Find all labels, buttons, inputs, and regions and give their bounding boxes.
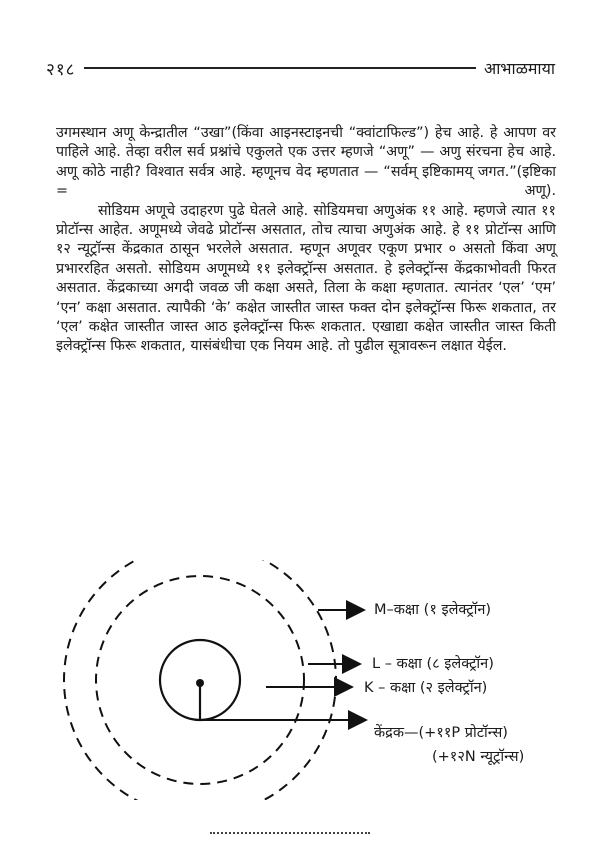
- l-shell-label: L – कक्षा (८ इलेक्ट्रॉन): [372, 656, 494, 672]
- header-rule: [84, 67, 476, 69]
- nucleus-label: केंद्रक—(+११P प्रोटॉन्स): [374, 725, 508, 741]
- book-title: आभाळमाया: [483, 59, 555, 78]
- paragraph: उगमस्थान अणू केन्द्रातील “उखा”(किंवा आइनस्टाइनची “क्वांटाफिल्ड”) हेच आहे. हे आपण वर पाहिले आहे. तेव्हा वरील सर्व प्रश्नांचे एकुलते एक उत्तर म्हणजे “अणू” — अणु संरचना हेच आहे. अणू कोठे नाही? विश्वात सर्वत्र आहे. म्हणूनच वेद म्हणतात — “सर्वम् इष्टिकामय् जगत.”(इष्टिका = अणू).: [56, 125, 556, 200]
- m-shell-label: M–कक्षा (१ इलेक्ट्रॉन): [374, 602, 492, 618]
- nucleus-label-2: (+१२N न्यूट्रॉन्स): [432, 749, 525, 765]
- page-header: [46, 56, 555, 80]
- page-number: २१८: [46, 59, 76, 80]
- body-text: [56, 124, 556, 357]
- cut-off-footer-text: [210, 830, 370, 842]
- paragraph: सोडियम अणूचे उदाहरण पुढे घेतले आहे. सोडियमचा अणुअंक ११ आहे. म्हणजे त्यात ११ प्रोटॉन्स आहेत. अणूमध्ये जेवढे प्रोटॉन्स असतात, तोच त्याचा अणुअंक आहे. हे ११ प्रोटॉन्स आणि १२ न्यूट्रॉन्स केंद्रकात ठासून भरलेले असतात. म्हणून अणूवर एकूण प्रभार ० असतो किंवा अणू प्रभाररहित असतो. सोडियम अणूमध्ये ११ इलेक्ट्रॉन्स असतात. हे इलेक्ट्रॉन्स केंद्रकाभोवती फिरत असतात. केंद्रकाच्या अगदी जवळ जी कक्षा असते, तिला के कक्षा म्हणतात. त्यानंतर ‘एल’ ‘एम’ ‘एन’ कक्षा असतात. त्यापैकी ‘के’ कक्षेत जास्तीत जास्त फक्त दोन इलेक्ट्रॉन्स फिरू शकतात, तर ‘एल’ कक्षेत जास्तीत जास्त आठ इलेक्ट्रॉन्स फिरू शकतात. एखाद्या कक्षेत जास्तीत जास्त किती इलेक्ट्रॉन्स फिरू शकतात, यासंबंधीचा एक नियम आहे. तो पुढील सूत्रावरून लक्षात येईल.: [56, 202, 556, 355]
- k-shell-label: K – कक्षा (२ इलेक्ट्रॉन): [364, 680, 488, 696]
